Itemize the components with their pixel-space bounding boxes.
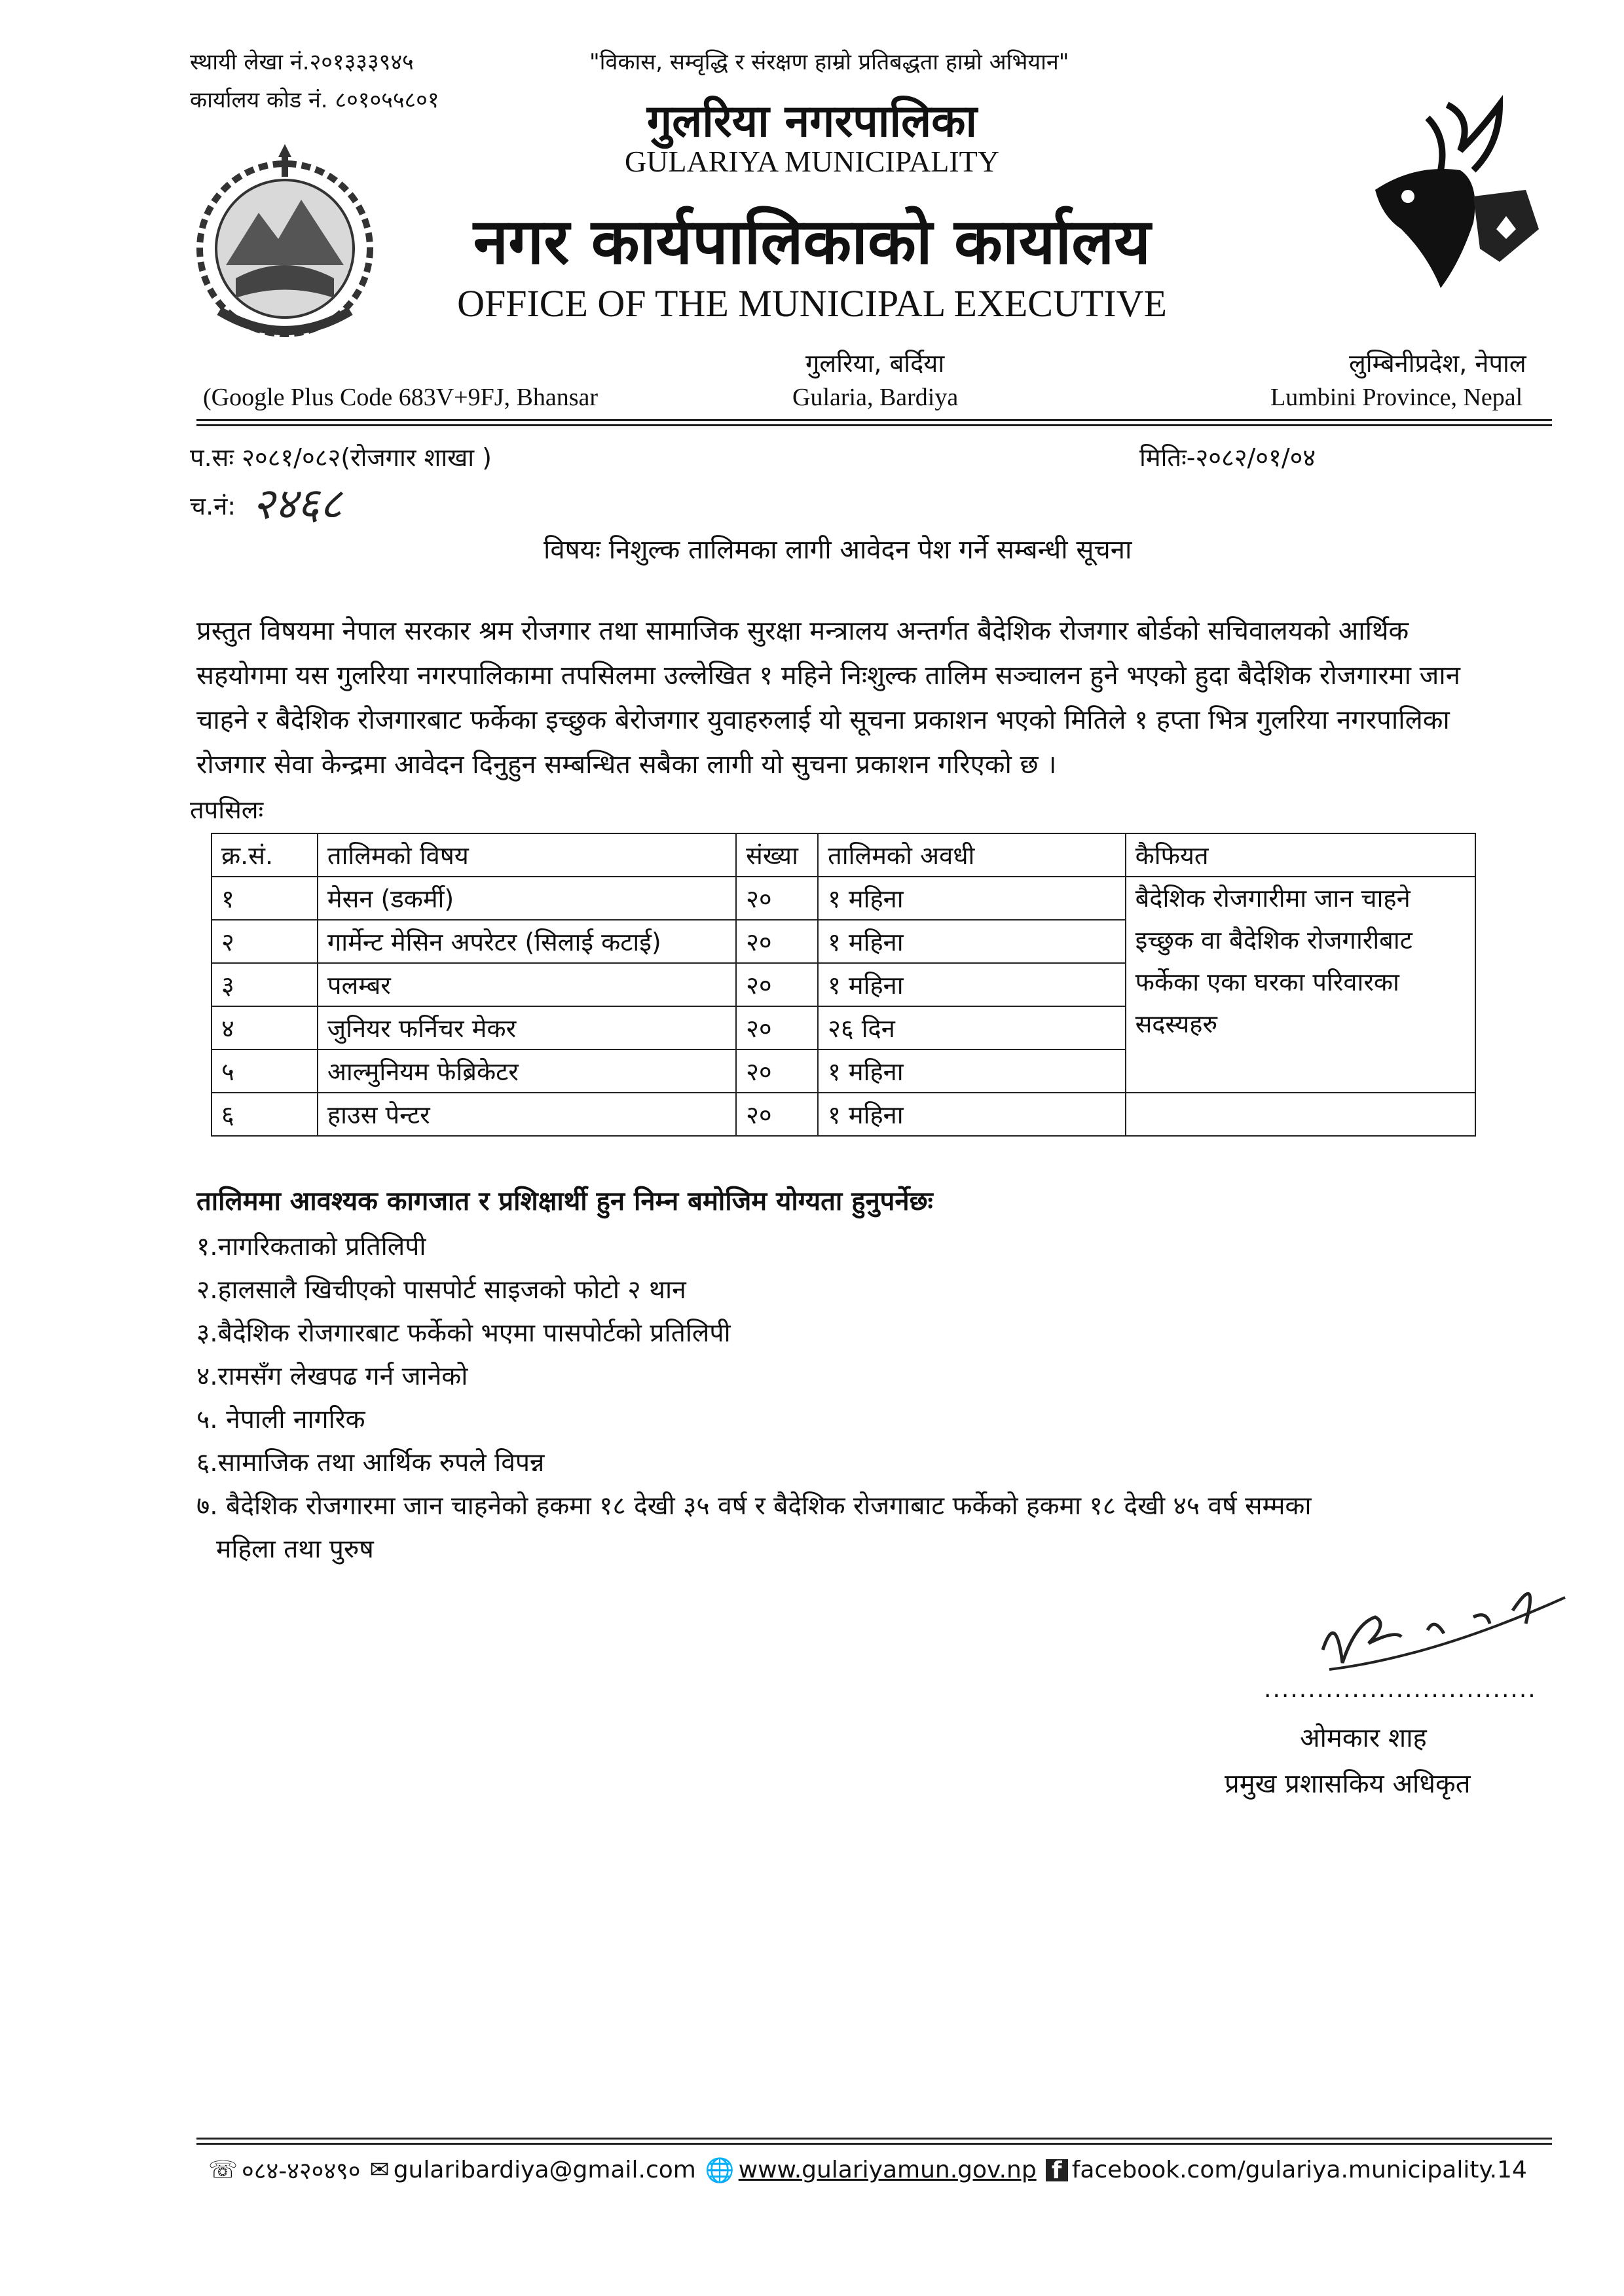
office-name-np: नगर कार्यपालिकाको कार्यालय xyxy=(473,205,1151,278)
cell-remarks xyxy=(1126,877,1475,1093)
footer-contacts xyxy=(208,2154,1527,2186)
header-divider xyxy=(196,419,1552,421)
cell-count: २० xyxy=(736,877,818,920)
requirement-item: ३.बैदेशिक रोजगारबाट फर्केको भएमा पासपोर्टको प्रतिलिपी xyxy=(196,1319,731,1348)
cell-count: २० xyxy=(736,920,818,963)
cell-subject: पलम्बर xyxy=(318,963,736,1006)
requirements-list xyxy=(196,1226,1312,1571)
cell-sn: ६ xyxy=(212,1093,318,1136)
requirement-item: ४.रामसँग लेखपढ गर्न जानेको xyxy=(196,1362,468,1391)
cell-sn: २ xyxy=(212,920,318,963)
letter-number: प.सः २०८१/०८२(रोजगार शाखा ) xyxy=(190,443,492,472)
phone-icon: ☏ xyxy=(208,2157,238,2183)
paragraph-line: रोजगार सेवा केन्द्रमा आवेदन दिनुहुन सम्बन्धित सबैका लागी यो सुचना प्रकाशन गरिएको छ । xyxy=(196,750,1057,780)
remark-line: फर्केका एका घरका परिवारका xyxy=(1135,968,1399,996)
cell-count: २० xyxy=(736,963,818,1006)
cell-count: २० xyxy=(736,1049,818,1093)
notice-paragraph xyxy=(196,609,1545,787)
cell-duration: २६ दिन xyxy=(818,1006,1125,1049)
blackbuck-logo-icon xyxy=(1349,92,1545,308)
cell-duration: १ महिना xyxy=(818,1093,1125,1136)
footer-website[interactable]: www.gulariyamun.gov.np xyxy=(738,2157,1037,2183)
table-header-row xyxy=(212,833,1475,877)
perm-account-no: स्थायी लेखा नं.२०१३३३९४५ xyxy=(190,49,414,75)
dispatch-label: च.नं: xyxy=(190,492,236,520)
table-row xyxy=(212,877,1475,920)
location-np: गुलरिया, बर्दिया xyxy=(805,349,945,378)
signatory-name: ओमकार शाह xyxy=(1300,1723,1427,1753)
requirement-item: २.हालसालै खिचीएको पासपोर्ट साइजको फोटो २ थान xyxy=(196,1275,686,1305)
col-header-subject: तालिमको विषय xyxy=(318,833,736,877)
cell-duration: १ महिना xyxy=(818,1049,1125,1093)
remark-line: सदस्यहरु xyxy=(1135,1010,1218,1038)
requirements-title: तालिममा आवश्यक कागजात र प्रशिक्षार्थी हुन निम्न बमोजिम योग्यता हुनुपर्नेछः xyxy=(196,1186,933,1216)
col-header-remarks: कैफियत xyxy=(1126,833,1475,877)
cell-count: २० xyxy=(736,1093,818,1136)
plus-code: (Google Plus Code 683V+9FJ, Bhansar xyxy=(203,384,599,411)
requirement-item: महिला तथा पुरुष xyxy=(216,1535,374,1564)
footer-phone: ०८४-४२०४९० xyxy=(242,2158,361,2185)
mail-icon: ✉ xyxy=(369,2157,390,2183)
requirement-item: ७. बैदेशिक रोजगारमा जान चाहनेको हकमा १८ देखी ३५ वर्ष र बैदेशिक रोजगाबाट फर्केको हकमा १८ देखी ४५ वर्ष सम्मका xyxy=(196,1491,1312,1521)
cell-duration: १ महिना xyxy=(818,877,1125,920)
cell-duration: १ महिना xyxy=(818,920,1125,963)
requirement-item: ६.सामाजिक तथा आर्थिक रुपले विपन्न xyxy=(196,1448,545,1478)
letter-date: मितिः-२०८२/०१/०४ xyxy=(1139,443,1316,472)
cell-sn: ४ xyxy=(212,1006,318,1049)
cell-subject: हाउस पेन्टर xyxy=(318,1093,736,1136)
requirement-item: ५. नेपाली नागरिक xyxy=(196,1405,365,1434)
footer-facebook[interactable]: facebook.com/gulariya.municipality.14 xyxy=(1071,2157,1527,2183)
municipality-name-en: GULARIYA MUNICIPALITY xyxy=(624,145,1000,178)
subject: विषयः निशुल्क तालिमका लागी आवेदन पेश गर्ने सम्बन्धी सूचना xyxy=(544,535,1132,565)
cell-subject: मेसन (डकर्मी) xyxy=(318,877,736,920)
col-header-duration: तालिमको अवधी xyxy=(818,833,1125,877)
province-en: Lumbini Province, Nepal xyxy=(1270,384,1523,411)
cell-subject: आल्मुनियम फेब्रिकेटर xyxy=(318,1049,736,1093)
province-np: लुम्बिनीप्रदेश, नेपाल xyxy=(1349,349,1526,378)
tapsil-label: तपसिलः xyxy=(190,795,264,824)
slogan: "विकास, सम्वृद्धि र संरक्षण हाम्रो प्रतिबद्धता हाम्रो अभियान" xyxy=(589,49,1069,75)
cell-subject: जुनियर फर्निचर मेकर xyxy=(318,1006,736,1049)
municipality-name-np: गुलरिया नगरपालिका xyxy=(646,96,978,147)
footer-email[interactable]: gularibardiya@gmail.com xyxy=(393,2157,696,2183)
office-code: कार्यालय कोड नं. ८०१०५५८०१ xyxy=(190,87,439,113)
paragraph-line: चाहने र बैदेशिक रोजगारबाट फर्केका इच्छुक बेरोजगार युवाहरुलाई यो सूचना प्रकाशन भएको मितिले १ हप्ता भित्र गुलरिया नगरपालिका xyxy=(196,705,1450,735)
footer-divider xyxy=(196,2138,1552,2140)
paragraph-line: प्रस्तुत विषयमा नेपाल सरकार श्रम रोजगार तथा सामाजिक सुरक्षा मन्त्रालय अन्तर्गत बैदेशिक रोजगार बोर्डको सचिवालयको आर्थिक xyxy=(196,616,1409,646)
nepal-emblem-icon xyxy=(180,141,390,350)
cell-duration: १ महिना xyxy=(818,963,1125,1006)
office-name-en: OFFICE OF THE MUNICIPAL EXECUTIVE xyxy=(457,282,1167,325)
globe-icon: 🌐 xyxy=(705,2157,735,2184)
cell-count: २० xyxy=(736,1006,818,1049)
col-header-sn: क्र.सं. xyxy=(212,833,318,877)
training-table xyxy=(211,833,1476,1137)
footer-divider-2 xyxy=(196,2143,1552,2145)
dispatch-number: २४६८ xyxy=(252,479,342,529)
remark-line: बैदेशिक रोजगारीमा जान चाहने xyxy=(1135,884,1411,913)
cell-sn: १ xyxy=(212,877,318,920)
col-header-count: संख्या xyxy=(736,833,818,877)
header-divider-2 xyxy=(196,424,1552,426)
signatory-title: प्रमुख प्रशासकिय अधिकृत xyxy=(1225,1769,1471,1799)
cell-subject: गार्मेन्ट मेसिन अपरेटर (सिलाई कटाई) xyxy=(318,920,736,963)
facebook-icon: f xyxy=(1046,2159,1068,2181)
cell-sn: ३ xyxy=(212,963,318,1006)
signature-line: ............................... xyxy=(1264,1676,1537,1703)
cell-sn: ५ xyxy=(212,1049,318,1093)
signature-mark xyxy=(1303,1571,1578,1683)
paragraph-line: सहयोगमा यस गुलरिया नगरपालिकामा तपसिलमा उल्लेखित १ महिने निःशुल्क तालिम सञ्चालन हुने भएको हुदा बैदेशिक रोजगारमा जान xyxy=(196,661,1460,691)
cell-remarks-empty xyxy=(1126,1093,1475,1136)
table-row xyxy=(212,1093,1475,1136)
requirement-item: १.नागरिकताको प्रतिलिपी xyxy=(196,1232,426,1262)
location-en: Gularia, Bardiya xyxy=(792,384,959,411)
remark-line: इच्छुक वा बैदेशिक रोजगारीबाट xyxy=(1135,926,1412,955)
